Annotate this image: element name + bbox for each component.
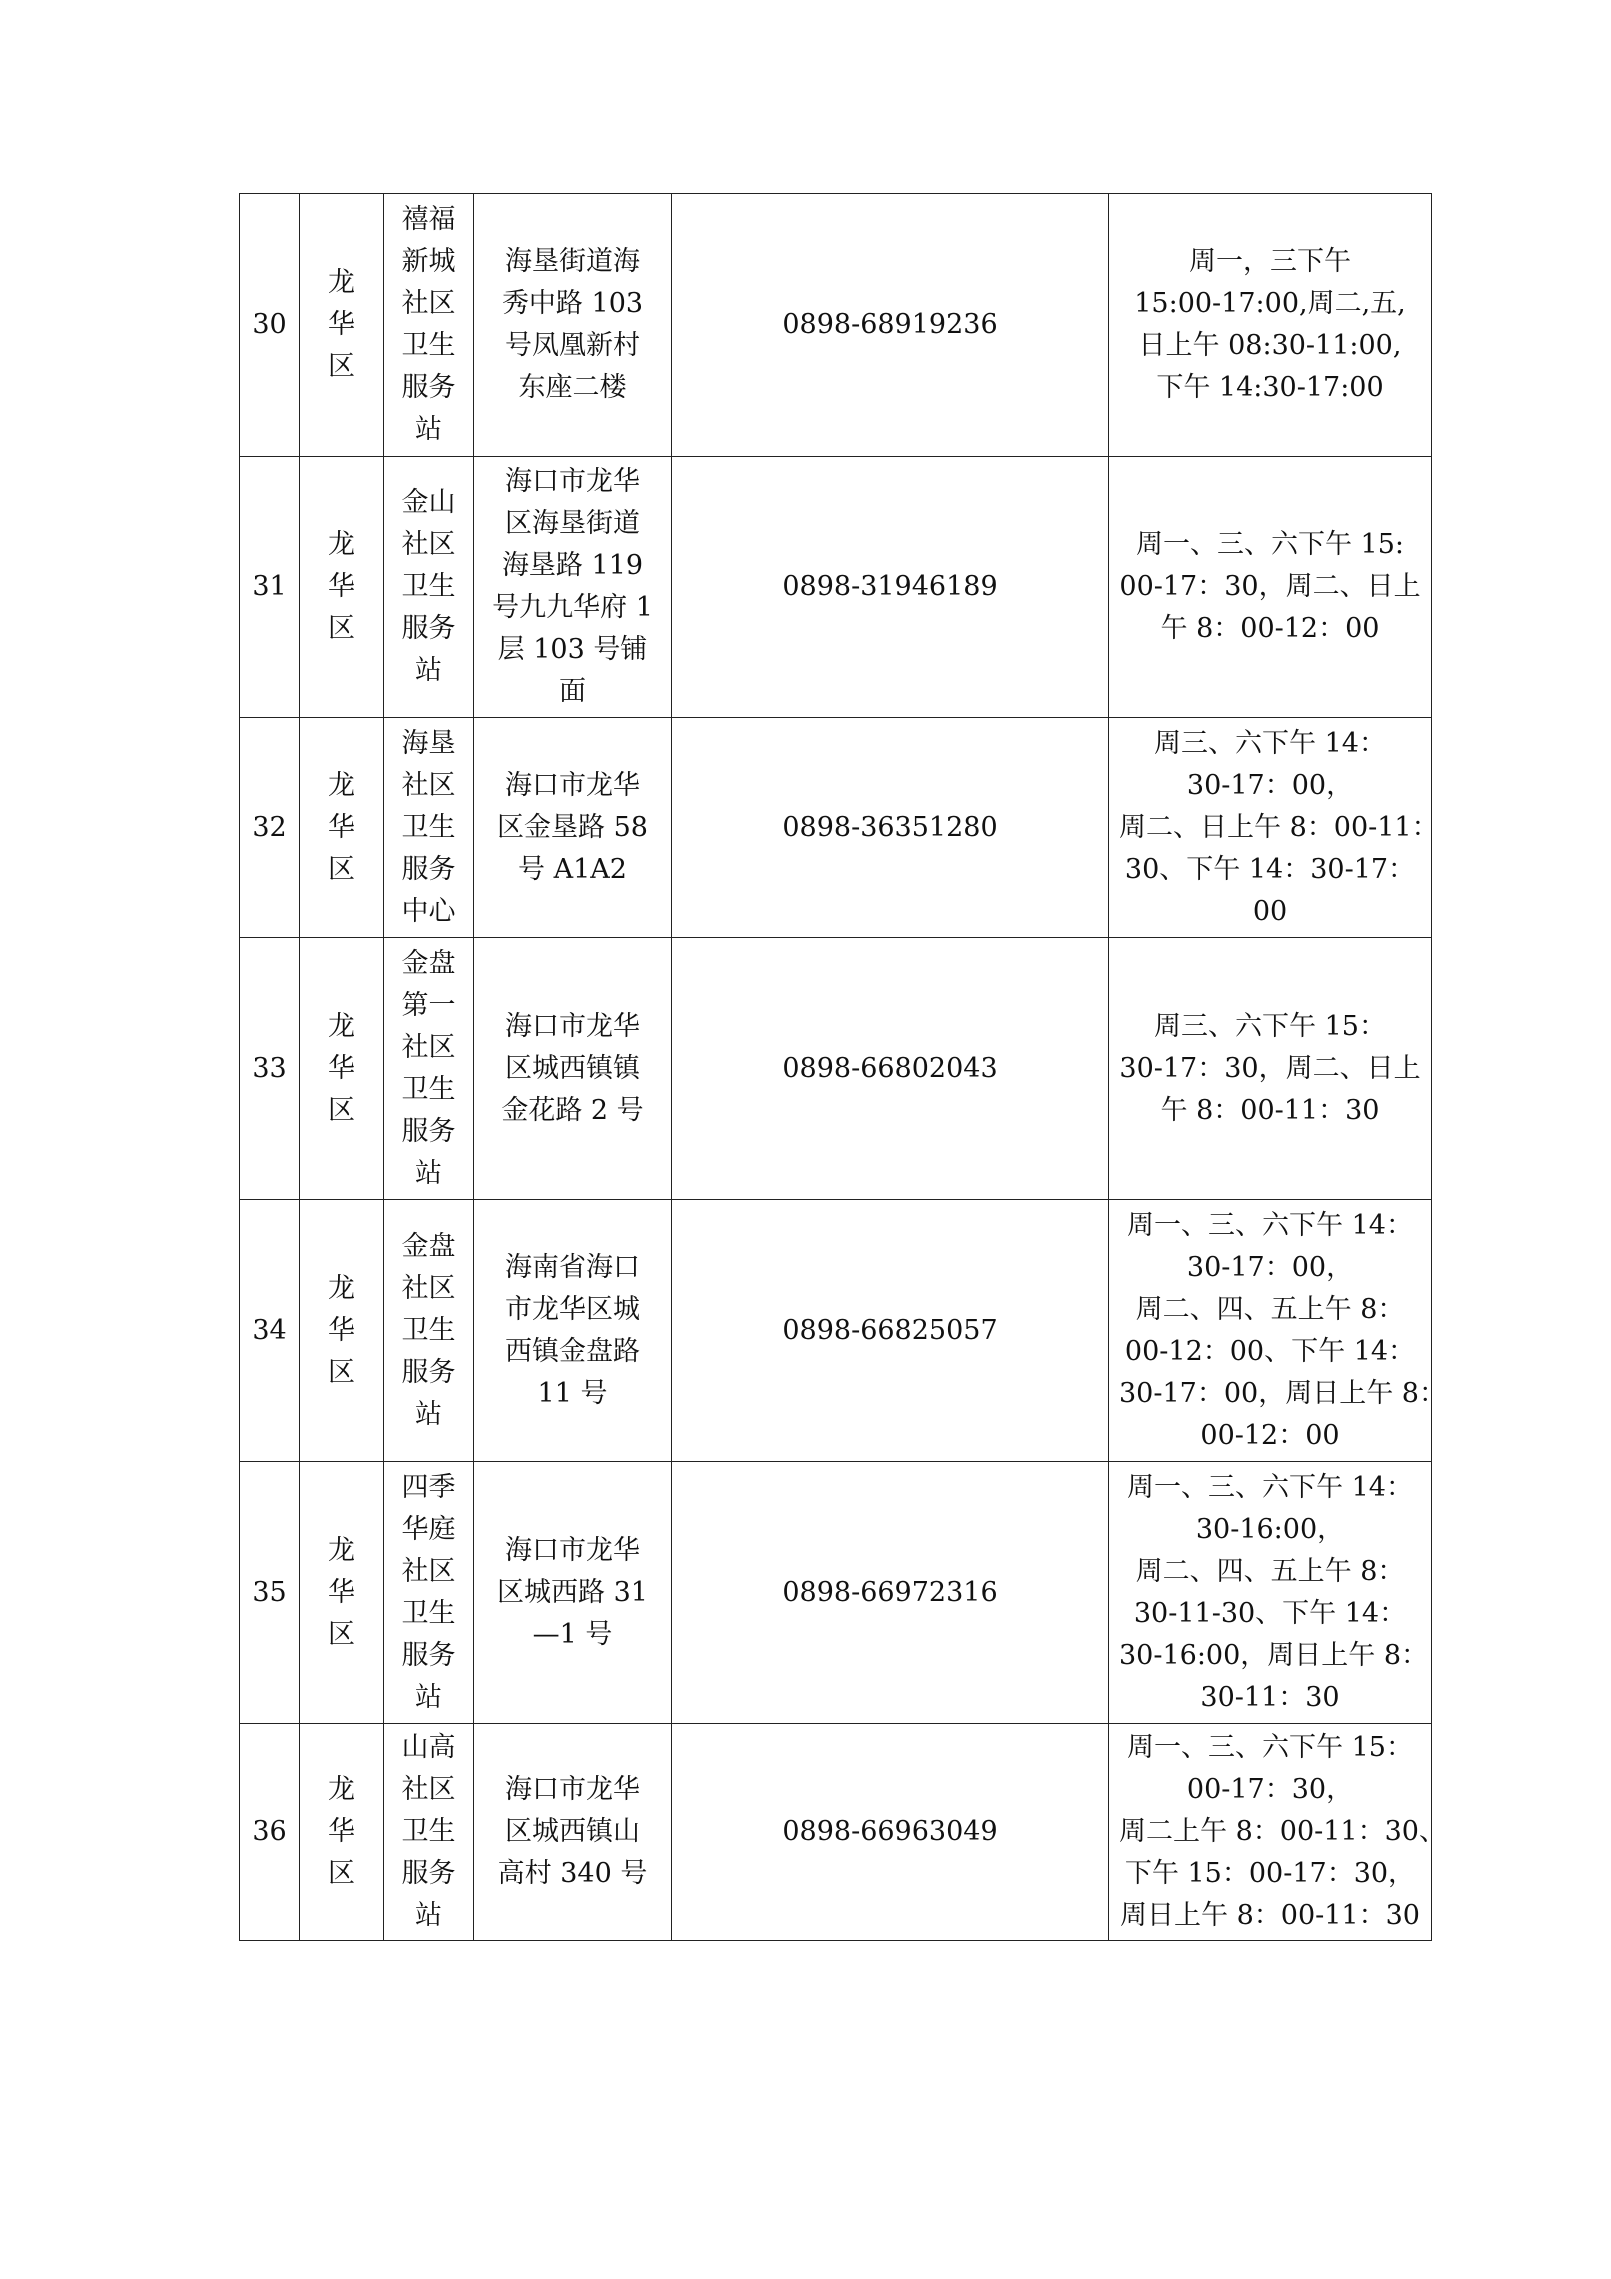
station-name-line: 社区 xyxy=(401,1272,456,1304)
table-row xyxy=(240,1200,1432,1462)
address-line: 面 xyxy=(559,676,586,707)
station-name-line: 卫生 xyxy=(401,330,456,361)
table-row xyxy=(240,457,1432,718)
address-cell xyxy=(474,194,672,457)
hours-line: 周二上午 8：00-11：30、 xyxy=(1119,1816,1446,1847)
station-name-line: 卫生 xyxy=(401,1073,456,1105)
district-cell xyxy=(300,1724,384,1941)
station-name-line: 中心 xyxy=(401,895,456,927)
station-name-line: 卫生 xyxy=(401,571,456,602)
hours-line: 00-17：30， xyxy=(1186,1774,1354,1805)
district-line: 华 xyxy=(328,1576,355,1608)
address-line: 区金垦路 58 xyxy=(497,811,648,843)
station-name-line: 服务 xyxy=(401,613,456,644)
address-line: —1 号 xyxy=(532,1618,613,1650)
district-line: 区 xyxy=(328,1356,355,1388)
hours-line: 00 xyxy=(1252,895,1288,927)
address-line: 区城西路 31 xyxy=(497,1576,648,1608)
address-line: 海垦街道海 xyxy=(505,246,640,277)
hours-line: 午 8：00-11：30 xyxy=(1160,1094,1380,1126)
address-line: 海口市龙华 xyxy=(505,466,640,497)
address-line: 高村 340 号 xyxy=(497,1858,648,1889)
row-number: 34 xyxy=(240,1200,300,1462)
row-number: 32 xyxy=(240,718,300,938)
address-cell xyxy=(474,457,672,718)
station-name-line: 站 xyxy=(415,655,442,686)
hours-cell xyxy=(1109,1462,1432,1724)
health-station-table xyxy=(239,193,1446,1941)
address-line: 区城西镇山 xyxy=(505,1816,640,1847)
hours-cell xyxy=(1109,194,1432,457)
station-name-line: 社区 xyxy=(401,1774,456,1805)
address-line: 号 A1A2 xyxy=(518,853,627,885)
row-number: 36 xyxy=(240,1724,300,1941)
phone-cell: 0898-68919236 xyxy=(672,194,1109,457)
district-line: 区 xyxy=(328,853,355,885)
hours-line: 30-16:00， xyxy=(1195,1513,1345,1545)
district-cell xyxy=(300,718,384,938)
phone-cell: 0898-31946189 xyxy=(672,457,1109,718)
station-name-line: 金盘 xyxy=(401,1230,456,1262)
address-line: 号九九华府 1 xyxy=(492,592,653,623)
district-line: 华 xyxy=(328,309,355,340)
district-cell xyxy=(300,1462,384,1724)
district-line: 区 xyxy=(328,613,355,644)
station-name-line: 服务 xyxy=(401,1639,456,1671)
phone-cell: 0898-66825057 xyxy=(672,1200,1109,1462)
row-number: 30 xyxy=(240,194,300,457)
address-cell xyxy=(474,718,672,938)
hours-line: 周一、三、六下午 15: xyxy=(1135,529,1405,560)
table-row xyxy=(240,1724,1432,1941)
station-name-line: 金盘 xyxy=(401,947,456,979)
address-line: 区海垦街道 xyxy=(505,508,640,539)
station-name-line: 海垦 xyxy=(401,727,456,759)
hours-cell xyxy=(1109,1200,1446,1462)
hours-line: 周一、三、六下午 15： xyxy=(1127,1732,1413,1763)
district-line: 区 xyxy=(328,1858,355,1889)
address-line: 市龙华区城 xyxy=(505,1293,640,1325)
address-line: 区城西镇镇 xyxy=(505,1052,640,1084)
hours-line: 15:00-17:00,周二,五, xyxy=(1134,288,1406,319)
station-name-line: 四季 xyxy=(401,1471,456,1503)
table-body xyxy=(240,194,1446,1941)
station-name-line: 站 xyxy=(415,1398,442,1430)
row-number: 31 xyxy=(240,457,300,718)
hours-line: 下午 14:30-17:00 xyxy=(1156,372,1384,403)
station-name-line: 站 xyxy=(415,1157,442,1189)
phone-cell: 0898-66963049 xyxy=(672,1724,1109,1941)
hours-line: 周一、三、六下午 14： xyxy=(1127,1471,1413,1503)
hours-line: 30-11-30、下午 14： xyxy=(1133,1597,1407,1629)
hours-line: 周二、日上午 8：00-11： xyxy=(1119,811,1439,843)
hours-line: 下午 15：00-17：30， xyxy=(1124,1858,1416,1889)
station-name-line: 卫生 xyxy=(401,811,456,843)
station-name-cell xyxy=(384,194,474,457)
table-row xyxy=(240,718,1432,938)
station-name-cell xyxy=(384,457,474,718)
station-name-cell xyxy=(384,718,474,938)
hours-line: 周二、四、五上午 8： xyxy=(1135,1293,1405,1325)
district-line: 区 xyxy=(328,1618,355,1650)
hours-line: 00-12：00、下午 14： xyxy=(1124,1335,1416,1367)
district-cell xyxy=(300,938,384,1200)
district-line: 华 xyxy=(328,571,355,602)
hours-cell xyxy=(1109,457,1432,718)
station-name-line: 金山 xyxy=(401,487,456,518)
district-cell xyxy=(300,1200,384,1462)
district-line: 华 xyxy=(328,1314,355,1346)
station-name-line: 站 xyxy=(415,1900,442,1931)
district-line: 龙 xyxy=(328,1534,355,1566)
address-line: 海口市龙华 xyxy=(505,769,640,801)
phone-cell: 0898-36351280 xyxy=(672,718,1109,938)
station-name-line: 社区 xyxy=(401,769,456,801)
table-row xyxy=(240,194,1432,457)
district-line: 龙 xyxy=(328,1774,355,1805)
station-name-line: 山高 xyxy=(401,1732,456,1763)
hours-line: 30、下午 14：30-17： xyxy=(1124,853,1416,885)
address-line: 海口市龙华 xyxy=(505,1010,640,1042)
station-name-line: 服务 xyxy=(401,1115,456,1147)
address-cell xyxy=(474,1200,672,1462)
hours-line: 周三、六下午 15： xyxy=(1154,1010,1386,1042)
row-number: 35 xyxy=(240,1462,300,1724)
hours-line: 午 8：00-12：00 xyxy=(1160,613,1380,644)
station-name-line: 社区 xyxy=(401,529,456,560)
station-name-line: 华庭 xyxy=(401,1513,456,1545)
address-cell xyxy=(474,1724,672,1941)
hours-line: 30-17：00，周日上午 8： xyxy=(1119,1377,1446,1409)
hours-line: 周一、三、六下午 14： xyxy=(1127,1209,1413,1241)
address-line: 海南省海口 xyxy=(505,1251,640,1283)
hours-line: 00-17：30，周二、日上 xyxy=(1119,571,1421,602)
address-line: 11 号 xyxy=(537,1377,608,1409)
station-name-line: 服务 xyxy=(401,853,456,885)
hours-line: 30-16:00，周日上午 8： xyxy=(1119,1639,1429,1671)
station-name-line: 卫生 xyxy=(401,1597,456,1629)
station-name-line: 社区 xyxy=(401,1031,456,1063)
hours-cell xyxy=(1109,1724,1446,1941)
hours-cell xyxy=(1109,718,1439,938)
station-name-cell xyxy=(384,1462,474,1724)
phone-cell: 0898-66802043 xyxy=(672,938,1109,1200)
hours-line: 日上午 08:30-11:00, xyxy=(1138,330,1402,361)
hours-line: 周一，三下午 xyxy=(1189,246,1351,277)
district-line: 区 xyxy=(328,1094,355,1126)
row-number: 33 xyxy=(240,938,300,1200)
address-line: 海垦路 119 xyxy=(501,550,644,581)
address-line: 金花路 2 号 xyxy=(501,1094,644,1126)
station-name-line: 服务 xyxy=(401,1858,456,1889)
address-cell xyxy=(474,1462,672,1724)
station-name-cell xyxy=(384,938,474,1200)
district-line: 华 xyxy=(328,811,355,843)
station-name-line: 第一 xyxy=(401,989,456,1021)
station-name-line: 服务 xyxy=(401,372,456,403)
district-cell xyxy=(300,457,384,718)
district-line: 华 xyxy=(328,1052,355,1084)
table-row xyxy=(240,1462,1432,1724)
station-name-line: 社区 xyxy=(401,288,456,319)
station-name-line: 社区 xyxy=(401,1555,456,1587)
hours-line: 周二、四、五上午 8： xyxy=(1135,1555,1405,1587)
address-line: 层 103 号铺 xyxy=(497,634,648,665)
hours-line: 周日上午 8：00-11：30 xyxy=(1120,1900,1420,1931)
address-line: 海口市龙华 xyxy=(505,1534,640,1566)
station-name-line: 站 xyxy=(415,414,442,445)
station-name-line: 禧福 xyxy=(401,204,456,235)
district-line: 龙 xyxy=(328,529,355,560)
station-name-line: 卫生 xyxy=(401,1314,456,1346)
hours-line: 00-12：00 xyxy=(1200,1419,1340,1451)
hours-line: 周三、六下午 14： xyxy=(1154,727,1386,759)
district-line: 华 xyxy=(328,1816,355,1847)
district-line: 龙 xyxy=(328,1272,355,1304)
address-line: 秀中路 103 xyxy=(501,288,644,319)
hours-line: 30-17：00， xyxy=(1186,1251,1354,1283)
district-line: 龙 xyxy=(328,1010,355,1042)
address-line: 号凤凰新村 xyxy=(505,330,640,361)
district-cell xyxy=(300,194,384,457)
hours-line: 30-11：30 xyxy=(1200,1681,1340,1713)
district-line: 龙 xyxy=(328,769,355,801)
station-name-line: 卫生 xyxy=(401,1816,456,1847)
address-cell xyxy=(474,938,672,1200)
station-name-cell xyxy=(384,1200,474,1462)
hours-line: 30-17：30，周二、日上 xyxy=(1119,1052,1421,1084)
station-name-line: 新城 xyxy=(401,246,456,277)
address-line: 海口市龙华 xyxy=(505,1774,640,1805)
district-line: 区 xyxy=(328,351,355,382)
hours-line: 30-17：00， xyxy=(1186,769,1354,801)
table-row xyxy=(240,938,1432,1200)
station-name-line: 服务 xyxy=(401,1356,456,1388)
station-name-cell xyxy=(384,1724,474,1941)
address-line: 东座二楼 xyxy=(518,372,627,403)
station-name-line: 站 xyxy=(415,1681,442,1713)
phone-cell: 0898-66972316 xyxy=(672,1462,1109,1724)
hours-cell xyxy=(1109,938,1432,1200)
address-line: 西镇金盘路 xyxy=(505,1335,640,1367)
district-line: 龙 xyxy=(328,267,355,298)
